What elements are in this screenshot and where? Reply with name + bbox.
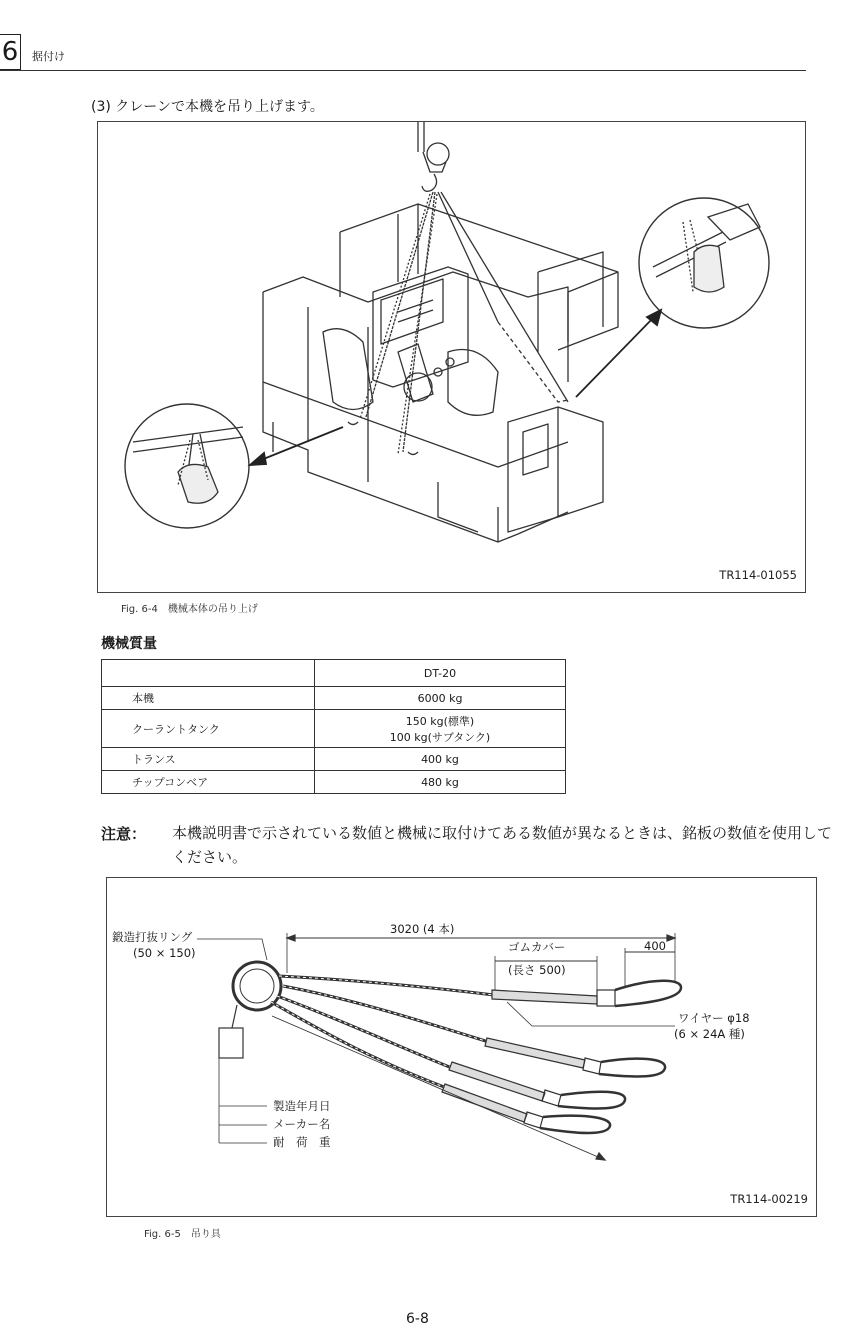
- table-header-cell: DT-20: [315, 660, 566, 687]
- table-cell-item: チップコンベア: [102, 771, 315, 794]
- table-cell-value: 400 kg: [315, 748, 566, 771]
- table-cell-item: クーラントタンク: [102, 710, 315, 748]
- label-total-length: 3020 (4 本): [390, 922, 455, 936]
- figure-caption: Fig. 6-5 吊り具: [144, 1229, 221, 1240]
- label-tag-load: 耐 荷 重: [273, 1135, 331, 1149]
- label-tag-date: 製造年月日: [273, 1099, 331, 1113]
- figure-machine-lifting: [97, 121, 806, 593]
- label-tag-maker: メーカー名: [273, 1117, 331, 1131]
- section-heading: 機械質量: [101, 636, 157, 652]
- table-cell-item: トランス: [102, 748, 315, 771]
- table-cell-value: 6000 kg: [315, 687, 566, 710]
- figure-caption: Fig. 6-4 機械本体の吊り上げ: [121, 604, 258, 615]
- machine-mass-table: [101, 659, 566, 794]
- label-wire-spec: (6 × 24A 種): [674, 1027, 745, 1041]
- label-end-length: 400: [644, 939, 666, 953]
- chapter-number-box: 6: [0, 34, 21, 70]
- page-number: 6-8: [406, 1311, 429, 1327]
- table-row: [102, 748, 566, 771]
- header-rule: [0, 70, 806, 71]
- step-instruction: (3) クレーンで本機を吊り上げます。: [91, 99, 324, 115]
- label-cover-length: (長さ 500): [508, 963, 566, 977]
- table-row: [102, 710, 566, 748]
- table-cell-line: 150 kg(標準): [405, 714, 475, 728]
- table-cell-item: 本機: [102, 687, 315, 710]
- label-cover-name: ゴムカバー: [508, 940, 566, 954]
- label-ring-name: 鍛造打抜リング: [112, 930, 193, 944]
- chapter-title: 据付け: [32, 50, 65, 63]
- note-text: 本機説明書で示されている数値と機械に取付けてある数値が異なるときは、銘板の数値を使用してください。: [172, 824, 833, 866]
- figure-lifting-tool: [106, 877, 817, 1217]
- table-cell-value: [315, 710, 566, 748]
- machine-lifting-illustration: [98, 122, 805, 592]
- label-wire-name: ワイヤー φ18: [678, 1011, 750, 1025]
- lifting-tool-illustration: [107, 878, 816, 1216]
- table-header-row: [102, 660, 566, 687]
- figure-id: TR114-01055: [719, 568, 797, 582]
- table-row: [102, 771, 566, 794]
- table-cell-value: 480 kg: [315, 771, 566, 794]
- figure-id: TR114-00219: [730, 1192, 808, 1206]
- note-label: 注意：: [101, 825, 147, 843]
- label-ring-size: (50 × 150): [133, 946, 196, 960]
- table-header-cell: [102, 660, 315, 687]
- table-cell-line: 100 kg(サブタンク): [389, 730, 491, 744]
- table-row: [102, 687, 566, 710]
